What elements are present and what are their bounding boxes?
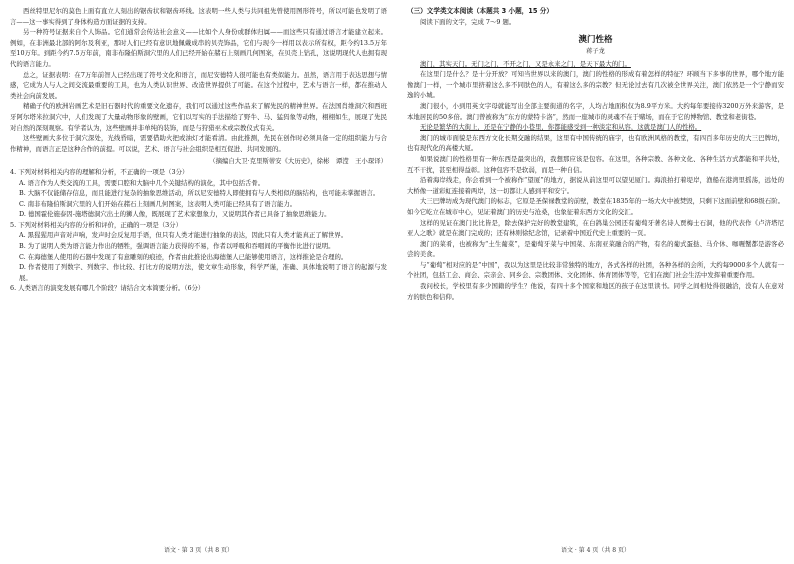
body-paragraph: 大三巴牌坊成为现代澳门的标志，它原是圣保禄教堂的前壁，教堂在1835年的一场大火中被焚毁，只剩下这面前壁和68级石阶。如今它屹立在城市中心，见证着澳门的历史与沧桑，也象征着东西方文化的交汇。 [407,197,784,216]
question-option: C. 南非布隆伯斯洞穴里的人们开始在赭石上刻画几何图案，这表明人类可能已经具有了语言能力。 [19,199,297,208]
page-right [407,6,784,554]
body-paragraph: 澳门，其实天门。无门之门，不开之门，又是永来之门，是天下最大的门。 [420,59,631,68]
question-option: C. 在海德堡人使用的石器中发现了有意雕刻的痕迹，作者由此推论出海德堡人已能够使用语言，这样推论是合理的。 [19,252,348,261]
page-footer: 语文 · 第 4 页（共 8 页） [561,547,630,554]
question-option: A. 语言作为人类交流的工具，需要口腔和大脑中几个关键结构的演化，其中包括舌骨。 [19,178,265,187]
source-citation: （摘编自大卫·克里斯蒂安《大历史》，徐彬 谭滢 王小琛译） [209,157,387,166]
question-option: A. 黑猩猩用声音对声响，发声时会反复用手语，但只有人类才能进行抽象的表达，因此只有人类才能真正了解世界。 [19,231,348,240]
body-paragraph: 沿着海岸线走，你会看到一个被称作“望厦”的地方，据说从前这里可以望见厦门。海浪拍打着堤岸，渔船在港湾里摇荡，远处的大桥像一道彩虹连接着两岸，这一切都让人感到平和安宁。 [407,176,784,195]
body-paragraph: 与“葡萄”相对应的是“中国”，我以为这里是比较非常独特的地方，各式各样的社团，各种各样的会所，大约每9000多个人就有一个社团，包括工会、商会、宗亲会、同乡会、宗教团体、文化团体、体育团体等等，它们在澳门社会生活中发挥着重要作用。 [407,260,784,280]
body-paragraph: 无论是繁华的大街上，还是在宁静的小巷里，你都能感受到一种淡定和从容，这就是澳门人的性格。 [420,123,702,132]
body-paragraph: 澳门的城市面貌是东西方文化长期交融的结果，这里有中国传统的庙宇，也有欧洲风格的教堂，有四百多年历史的大三巴牌坊，也有现代化的高楼大厦。 [407,133,784,153]
body-paragraph: 如果说澳门的性格里有一种东西是最突出的，我想那应该是包容。在这里，各种宗教、各种文化、各种生活方式都能和平共处，互不干扰，甚至相得益彰。这种包容不是软弱，而是一种自信。 [407,154,784,174]
page-footer: 语文 · 第 3 页（共 8 页） [164,547,233,554]
article-author: 蒋子龙 [586,47,605,55]
body-paragraph: 这样的见证在澳门比比皆是，除去保护完好的教堂建筑，在白鸽巢公园还有葡萄牙著名诗人贾梅士石洞，他的代表作《卢济塔尼亚人之歌》就是在澳门完成的；还有林则徐纪念馆，记录着中国近代史上重要的一页。 [407,218,784,238]
body-paragraph: 精确子代的欧洲岩画艺术是旧石器时代的重要文化遗存，我们可以通过这些作品来了解先民的精神世界。在法国肖维洞穴和西班牙阿尔塔米拉洞穴中，人们发现了大量动物形象的壁画，它们以写实的手法描绘了野牛、马、猛犸象等动物，栩栩如生，展现了先民对自然的深刻观察。有学者认为，这些壁画并非单纯的装饰，而是与狩猎巫术或宗教仪式有关。 [10,102,387,132]
body-paragraph: 澳门的菜肴，也被称为“土生葡菜”，是葡萄牙菜与中国菜、东南亚菜融合的产物，有名的葡式蛋挞、马介休、咖喱蟹都是游客必尝的美食。 [407,239,784,259]
question-stem: 4. 下列对材料相关内容的理解和分析，不正确的一项是（3分） [10,167,189,176]
body-paragraph: 总之，证据表明：在7万年前智人已经出现了符号文化和语言，而尼安德特人很可能也有类似能力。虽然，语言用于表达思想与情感，它成为人与人之间交流最重要的工具，也为人类认识世界、改造世界提供了可能。在这个过程中，艺术与语言一样，都在推动人类社会向前发展。 [10,70,387,100]
body-paragraph: 另一种符号证据来自个人饰品。它们通常会传达社会意义——比如个人身份或群体归属——而这些只有通过语言才能建立起来。例如，在非洲最北部的阿尔及利亚，那时人们已经有意识地佩戴成串的贝壳饰品，它们与现今一样用以表示所有权，距今约13.5万年至10万年。到距今约7.5万年前，南非布隆伯斯洞穴里的人们已经开始在赭石上刻画几何图案，在贝壳上钻孔，这说明现代人也拥有现代的语言能力。 [10,28,387,68]
section-title: （三）文学类文本阅读（本题共 3 小题，15 分） [407,7,553,15]
body-paragraph: 我问校长，学校里有多少国籍的学生？他说，有四十多个国家和地区的孩子在这里读书。同学之间相处得很融洽，没有人在意对方的肤色和信仰。 [407,282,784,301]
question-option: B. 为了说明人类为语言能力作出的牺牲，强调语言能力获得的不易，作者以呼吸和吞咽间的平衡作比进行说明。 [19,242,335,251]
page-left [10,6,387,554]
question-option: D. 作者使用了列数字、列数字、作比较、打比方的说明方法，使文章生动形象，科学严谨，准确、具体地说明了语言的起源与发展。 [19,263,387,282]
question-stem: 5. 下列对材料相关内容的分析和评价，正确的一项是（3分） [10,220,182,229]
question-option: D. 德国霍伦施泰因-施塔德洞穴出土的狮人像，既展现了艺术家想象力，又说明其作者已具备了抽象思维能力。 [19,210,331,219]
question-option: B. 大脑不仅能储存信息，而且能进行复杂的抽象思维活动，所以尼安德特人即使拥有与人类相似的脑结构，也可能未掌握语言。 [19,189,380,198]
body-paragraph: 这些壁画大多位于洞穴深处，光线昏暗，需要借助火把或油灯才能看清。由此推测，先民在创作时必须具备一定的组织能力与合作精神，而语言正是这种合作的前提。可以说，艺术、语言与社会组织是相互促进、共同发展的。 [10,134,387,153]
body-paragraph: 澳门很小，小到用英文字母就能写出全部主要街道的名字，人均占地面积仅为8.9平方米。大约每年要接待3200万外来游客，是本地居民的50多倍。澳门曾被称为“东方的蒙特卡洛”，然而一座城市的灵魂不在于赌场，而在于它的博物馆、教堂和老街巷。 [407,101,784,121]
body-paragraph: 西丝特里尼尔的莫色上面有直立人刻出的锯齿状和锯齿环线。这表明一些人类与共同祖先曾使用图形符号，所以可能也发明了语言——这一事实得到了身体构造方面证据的支持。 [10,7,387,26]
body-paragraph: 在这里门是什么？是十分开放？可知当世界以来的澳门，澳门的性格的形成有着怎样的特征？环顾当下多事的世界，哪个地方能像澳门一样，一个城市里挤着这么多不同肤色的人，有着这么多的宗教？但无论过去有几次被全世界关注，澳门依然是一个宁静而安逸的小城。 [407,70,784,100]
question-stem: 6. 人类语言的演变发展有哪几个阶段？请结合文本简要分析。（6分） [10,284,205,293]
instruction: 阅读下面的文字，完成 7～9 题。 [420,18,516,26]
article-title: 澳门性格 [578,34,613,45]
